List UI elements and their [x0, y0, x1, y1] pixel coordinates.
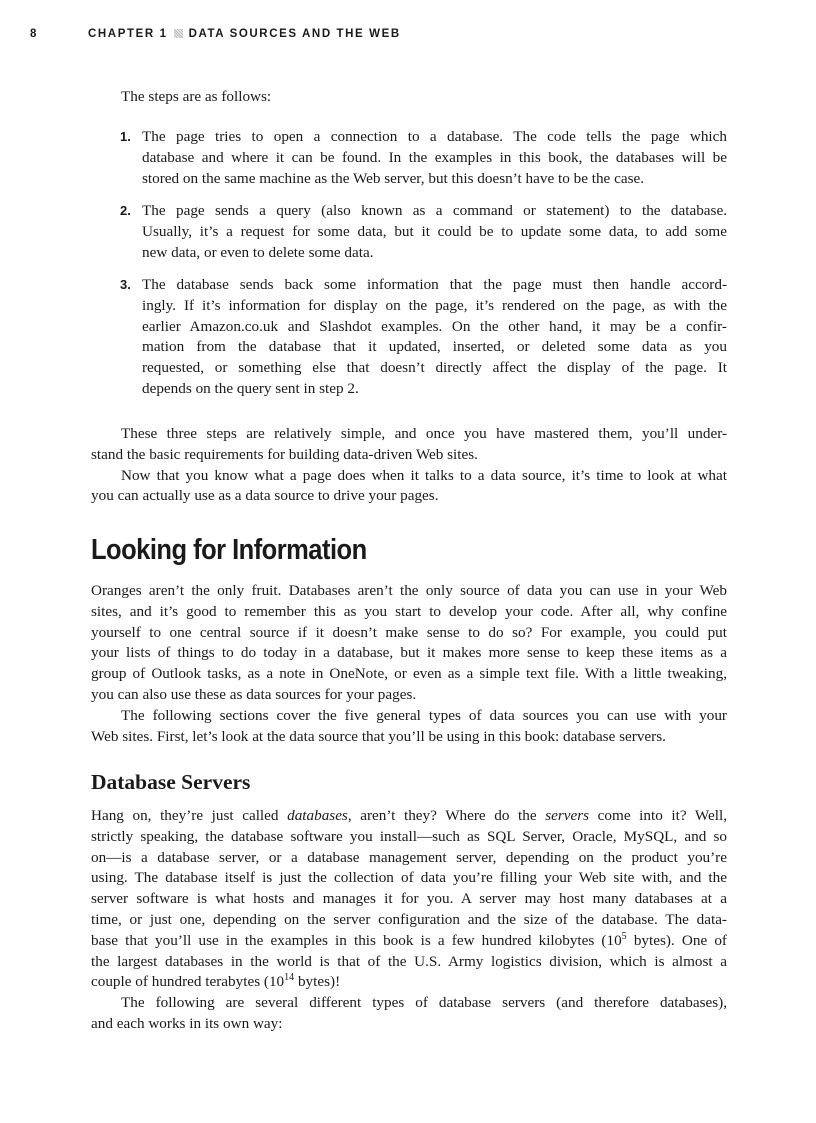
text-line: Now that you know what a page does when it talks to a data source, it’s time to look at what: [121, 466, 727, 484]
text-span: base that you’ll use in the examples in this book is a few hundred kilobytes (10: [91, 931, 622, 949]
text-line: strictly speaking, the database software you install—such as SQL Server, Oracle, MySQL, and so: [91, 827, 727, 845]
list-item-1: [120, 127, 727, 189]
emphasis: servers: [545, 807, 590, 824]
text-line: ingly. If it’s information for display on the page, it’s rendered on the page, as with the: [142, 296, 727, 314]
list-item-3: [120, 275, 727, 400]
chapter-label: CHAPTER 1: [88, 28, 168, 40]
text-span: Hang on, they’re just called: [91, 807, 288, 824]
superscript: 5: [621, 930, 627, 942]
text-line: The following sections cover the five general types of data sources you can use with your: [121, 706, 727, 724]
list-number: 2.: [120, 203, 131, 218]
paragraph: [91, 806, 727, 1035]
text-line: earlier Amazon.co.uk and Slashdot examples. On the other hand, it may be a confir-: [142, 317, 727, 335]
text-line: These three steps are relatively simple, and once you have mastered them, you’ll under-: [121, 425, 727, 442]
text-span: come into it? Well,: [589, 807, 727, 824]
text-line: stored on the same machine as the Web server, but this doesn’t have to be the case.: [142, 169, 645, 187]
text-line: the largest databases in the world is that of the U.S. Army logistics division, which is almost a: [91, 952, 727, 970]
text-line: Usually, it’s a request for some data, but it could be to update some data, to add some: [142, 222, 727, 240]
list-number: 3.: [120, 277, 131, 292]
section-label: DATA SOURCES AND THE WEB: [188, 28, 401, 40]
text-line: yourself to one central source if it doesn’t make sense to do so? For example, you could put: [91, 623, 727, 641]
list-number: 1.: [120, 129, 131, 144]
text-line: The steps are as follows:: [121, 88, 272, 105]
chapter-title: [88, 28, 401, 40]
text-line: server software is what hosts and manages it for you. A server may host many databases at a: [91, 890, 727, 908]
text-line: you can also use these as data sources for your pages.: [91, 685, 417, 703]
text-span: bytes). One of: [626, 931, 727, 949]
text-line: on—is a database server, or a database management server, depending on the product you’re: [91, 848, 727, 866]
text-line: and each works in its own way:: [91, 1014, 283, 1032]
text-span: couple of hundred terabytes (10: [91, 973, 285, 991]
list-item-2: [120, 201, 727, 263]
subsection-heading: Database Servers: [91, 770, 251, 794]
text-span: bytes)!: [294, 973, 341, 991]
emphasis: databases: [287, 807, 348, 824]
text-line: stand the basic requirements for building data-driven Web sites.: [91, 445, 478, 463]
text-span: , aren’t they? Where do the: [347, 807, 546, 824]
section-heading: Looking for Information: [91, 534, 367, 566]
text-line: The database sends back some information that the page must then handle accord-: [142, 276, 727, 293]
text-line: depends on the query sent in step 2.: [142, 379, 359, 397]
text-line: Oranges aren’t the only fruit. Databases aren’t the only source of data you can use in your Web: [91, 582, 727, 599]
text-line: requested, or something else that doesn’t directly affect the display of the page. It: [142, 359, 727, 377]
text-line: [91, 972, 727, 993]
text-line: your lists of things to do today in a database, but it makes more sense to keep these items as a: [91, 644, 727, 662]
superscript: 14: [284, 972, 295, 984]
separator-square-icon: [174, 29, 183, 38]
text-line: new data, or even to delete some data.: [142, 243, 374, 261]
text-line: The page sends a query (also known as a command or statement) to the database.: [142, 202, 727, 219]
text-line: sites, and it’s good to remember this as you start to develop your code. After all, why confine: [91, 602, 727, 620]
text-line: The following are several different types of database servers (and therefore databases),: [121, 994, 727, 1012]
paragraph: [91, 581, 727, 747]
text-line: using. The database itself is just the collection of data you’re filling your Web site with, and the: [91, 869, 727, 887]
page-number: 8: [30, 28, 38, 40]
text-line: group of Outlook tasks, as a note in OneNote, or even as a simple text file. With a little tweaking,: [91, 665, 727, 683]
paragraph: [91, 424, 727, 507]
intro-paragraph: [91, 87, 727, 108]
text-line: database and where it can be found. In the examples in this book, the databases will be: [142, 148, 727, 166]
text-line: Web sites. First, let’s look at the data source that you’ll be using in this book: database servers.: [91, 727, 666, 745]
text-line: The page tries to open a connection to a database. The code tells the page which: [142, 128, 727, 145]
text-line: time, or just one, depending on the server configuration and the size of the database. The data-: [91, 910, 727, 928]
text-line: mation from the database that it updated, inserted, or deleted some data as you: [142, 338, 727, 356]
running-header: [0, 28, 816, 44]
text-line: [91, 931, 727, 952]
text-line: [91, 806, 727, 827]
text-line: you can actually use as a data source to drive your pages.: [91, 487, 439, 505]
